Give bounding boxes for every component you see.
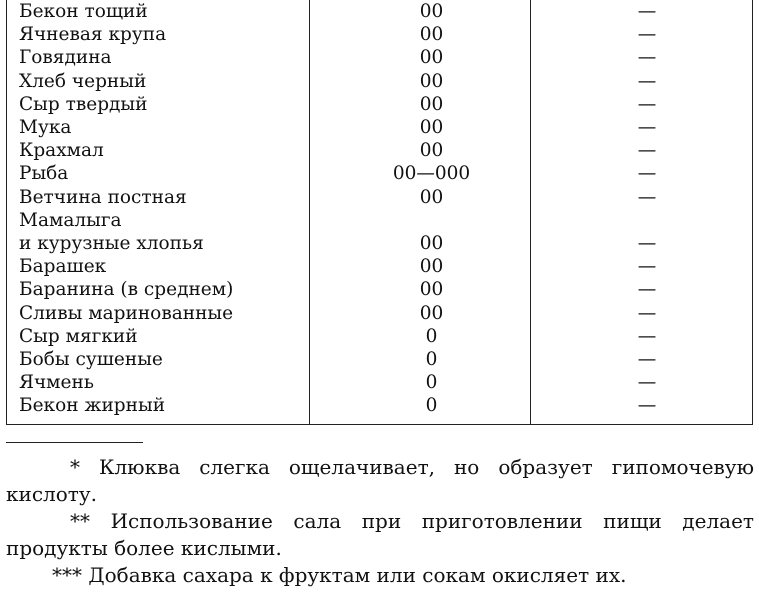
food-name-cell: Сливы маринованные <box>19 302 234 324</box>
table-row <box>7 139 752 162</box>
table-row <box>7 93 752 116</box>
food-name-cell: Рыба <box>19 163 69 185</box>
food-name-cell: Бекон жирный <box>19 395 166 417</box>
table-row <box>7 186 752 209</box>
dash-cell: — <box>637 47 657 69</box>
dash-cell: — <box>637 233 657 255</box>
food-name-cell: Хлеб черный <box>19 70 147 92</box>
footnote-divider <box>6 442 143 443</box>
value-cell: 0 <box>425 325 438 347</box>
table-row <box>7 255 752 278</box>
table-row <box>7 302 752 325</box>
table-row <box>7 0 752 23</box>
food-name-cell: Говядина <box>19 47 112 69</box>
food-name-cell: Ячмень <box>19 372 94 394</box>
dash-cell: — <box>637 325 657 347</box>
dash-cell: — <box>637 24 657 46</box>
table-row <box>7 162 752 185</box>
value-cell: 0 <box>425 349 438 371</box>
food-name-cell: Сыр твердый <box>19 93 148 115</box>
value-cell: 0 <box>425 372 438 394</box>
value-cell: 0 <box>425 395 438 417</box>
value-cell: 00 <box>419 117 444 139</box>
table-row <box>7 371 752 394</box>
value-cell: 00 <box>419 279 444 301</box>
dash-cell: — <box>637 186 657 208</box>
table-row <box>7 70 752 93</box>
food-table <box>6 0 753 425</box>
value-cell: 00 <box>419 47 444 69</box>
dash-cell: — <box>637 395 657 417</box>
food-name-cell: и курузные хлопья <box>19 233 204 255</box>
dash-cell: — <box>637 302 657 324</box>
food-name-cell: Сыр мягкий <box>19 325 138 347</box>
dash-cell: — <box>637 163 657 185</box>
food-name-cell: Ветчина постная <box>19 186 187 208</box>
table-row <box>7 232 752 255</box>
dash-cell: — <box>637 279 657 301</box>
food-name-cell: Барашек <box>19 256 107 278</box>
dash-cell: — <box>637 256 657 278</box>
dash-cell: — <box>637 140 657 162</box>
value-cell <box>321 209 542 232</box>
food-name-cell: Мука <box>19 117 72 139</box>
dash-cell: — <box>637 70 657 92</box>
value-cell: 00 <box>419 1 444 22</box>
value-cell: 00 <box>419 24 444 46</box>
value-cell: 00 <box>419 256 444 278</box>
dash-cell <box>542 209 752 232</box>
table-row <box>7 23 752 46</box>
value-cell: 00 <box>419 93 444 115</box>
table-row <box>7 209 752 232</box>
table-row <box>7 116 752 139</box>
table-row <box>7 348 752 371</box>
value-cell: 00 <box>419 186 444 208</box>
value-cell: 00—000 <box>392 163 471 185</box>
footnote-3: *** Добавка сахара к фруктам или сокам окисляет их. <box>52 563 627 587</box>
table-row <box>7 46 752 69</box>
dash-cell: — <box>637 93 657 115</box>
table-row <box>7 394 752 417</box>
table-body <box>7 0 752 418</box>
food-name-cell: Ячневая крупа <box>19 24 167 46</box>
value-cell: 00 <box>419 70 444 92</box>
food-name-cell: Бекон тощий <box>19 1 148 22</box>
food-table-grid <box>7 0 752 418</box>
dash-cell: — <box>637 349 657 371</box>
food-name-cell: Баранина (в среднем) <box>19 279 234 301</box>
food-name-cell: Крахмал <box>19 140 104 162</box>
dash-cell: — <box>637 117 657 139</box>
value-cell: 00 <box>419 302 444 324</box>
dash-cell: — <box>637 1 657 22</box>
dash-cell: — <box>637 372 657 394</box>
table-row <box>7 325 752 348</box>
footnote-1: * Клюква слегка ощелачивает, но образует гипомочевую кислоту. <box>6 455 754 506</box>
table-row <box>7 278 752 301</box>
value-cell: 00 <box>419 140 444 162</box>
value-cell: 00 <box>419 233 444 255</box>
food-name-cell: Бобы сушеные <box>19 349 163 371</box>
footnote-2: ** Использование сала при приготовлении пищи делает продукты более кислыми. <box>6 509 754 560</box>
food-name-cell: Мамалыга <box>19 209 122 231</box>
footnotes <box>6 454 754 589</box>
